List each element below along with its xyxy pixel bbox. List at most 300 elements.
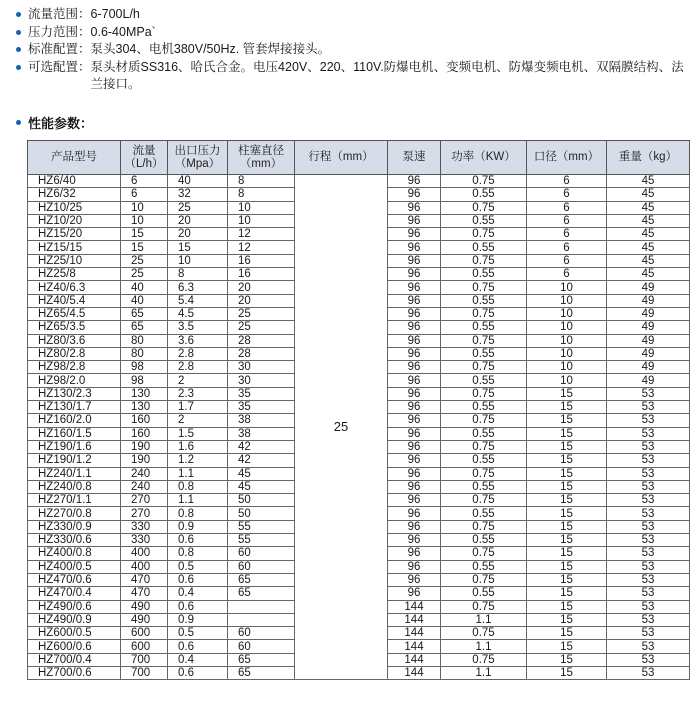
cell-power: 0.75 [441,547,527,560]
cell-caliber: 10 [527,347,607,360]
spec-label: 可选配置： [28,59,91,74]
spec-value: 0.6-40MPa` [90,24,156,39]
cell-model: HZ25/10 [28,254,121,267]
cell-model: HZ190/1.2 [28,454,121,467]
cell-power: 0.75 [441,361,527,374]
cell-model: HZ190/1.6 [28,440,121,453]
cell-flow: 240 [121,467,168,480]
cell-dia: 55 [228,534,295,547]
cell-dia: 20 [228,281,295,294]
cell-model: HZ160/1.5 [28,427,121,440]
cell-press: 1.6 [168,440,228,453]
cell-speed: 144 [388,653,441,666]
cell-weight: 53 [607,627,690,640]
cell-press: 0.9 [168,520,228,533]
cell-speed: 96 [388,467,441,480]
cell-press: 0.6 [168,573,228,586]
cell-flow: 700 [121,666,168,679]
cell-model: HZ330/0.9 [28,520,121,533]
header-pressure: 出口压力（Mpa） [168,141,228,175]
cell-speed: 96 [388,241,441,254]
cell-press: 0.8 [168,547,228,560]
cell-flow: 270 [121,507,168,520]
cell-power: 1.1 [441,666,527,679]
cell-weight: 49 [607,294,690,307]
cell-flow: 6 [121,175,168,188]
cell-power: 0.55 [441,294,527,307]
cell-speed: 96 [388,307,441,320]
cell-power: 1.1 [441,613,527,626]
cell-model: HZ400/0.8 [28,547,121,560]
cell-power: 0.75 [441,627,527,640]
cell-press: 0.6 [168,640,228,653]
cell-speed: 96 [388,254,441,267]
cell-power: 0.75 [441,440,527,453]
cell-power: 0.55 [441,587,527,600]
cell-power: 0.55 [441,374,527,387]
cell-power: 0.75 [441,653,527,666]
cell-dia: 35 [228,401,295,414]
cell-speed: 96 [388,294,441,307]
cell-caliber: 15 [527,627,607,640]
cell-press: 15 [168,241,228,254]
cell-speed: 96 [388,560,441,573]
cell-speed: 144 [388,600,441,613]
cell-press: 0.5 [168,560,228,573]
cell-power: 0.75 [441,254,527,267]
cell-model: HZ270/0.8 [28,507,121,520]
cell-speed: 96 [388,440,441,453]
cell-power: 0.55 [441,268,527,281]
cell-press: 4.5 [168,307,228,320]
cell-caliber: 10 [527,294,607,307]
cell-model: HZ330/0.6 [28,534,121,547]
cell-model: HZ40/6.3 [28,281,121,294]
spec-optional-config [8,59,688,94]
bullet-icon [8,59,28,70]
cell-weight: 53 [607,666,690,679]
cell-press: 2 [168,374,228,387]
cell-flow: 400 [121,547,168,560]
cell-press: 40 [168,175,228,188]
cell-flow: 25 [121,254,168,267]
cell-press: 3.6 [168,334,228,347]
cell-speed: 96 [388,214,441,227]
cell-dia: 42 [228,454,295,467]
cell-flow: 80 [121,334,168,347]
cell-speed: 96 [388,175,441,188]
cell-model: HZ130/2.3 [28,387,121,400]
cell-model: HZ490/0.9 [28,613,121,626]
cell-weight: 53 [607,440,690,453]
cell-press: 2.3 [168,387,228,400]
cell-power: 0.75 [441,281,527,294]
cell-dia: 50 [228,507,295,520]
cell-flow: 330 [121,534,168,547]
cell-caliber: 15 [527,573,607,586]
cell-weight: 53 [607,427,690,440]
cell-power: 0.55 [441,321,527,334]
cell-press: 1.5 [168,427,228,440]
cell-press: 0.9 [168,613,228,626]
cell-dia: 42 [228,440,295,453]
cell-power: 0.55 [441,534,527,547]
cell-power: 0.75 [441,307,527,320]
bullet-icon [8,41,28,52]
cell-weight: 53 [607,480,690,493]
spec-label: 标准配置： [28,42,91,56]
cell-caliber: 6 [527,228,607,241]
cell-dia: 45 [228,480,295,493]
header-pump-speed: 泵速 [388,141,441,175]
header-weight: 重量（kg） [607,141,690,175]
cell-model: HZ600/0.5 [28,627,121,640]
bullet-icon [8,6,28,17]
cell-caliber: 15 [527,666,607,679]
cell-caliber: 15 [527,387,607,400]
cell-dia: 20 [228,294,295,307]
cell-power: 0.55 [441,401,527,414]
cell-model: HZ240/0.8 [28,480,121,493]
cell-power: 0.75 [441,334,527,347]
cell-weight: 45 [607,201,690,214]
cell-power: 0.75 [441,175,527,188]
cell-flow: 40 [121,294,168,307]
cell-press: 1.7 [168,401,228,414]
cell-flow: 6 [121,188,168,201]
cell-caliber: 15 [527,600,607,613]
cell-dia: 60 [228,627,295,640]
cell-caliber: 15 [527,401,607,414]
cell-model: HZ15/15 [28,241,121,254]
cell-flow: 15 [121,241,168,254]
cell-press: 0.8 [168,507,228,520]
cell-power: 0.55 [441,454,527,467]
cell-speed: 144 [388,613,441,626]
cell-speed: 96 [388,188,441,201]
cell-dia: 10 [228,214,295,227]
cell-speed: 96 [388,427,441,440]
cell-weight: 49 [607,374,690,387]
cell-caliber: 15 [527,613,607,626]
cell-caliber: 6 [527,268,607,281]
cell-flow: 270 [121,494,168,507]
spec-value: 泵头304、电机380V/50Hz. 管套焊接接头。 [90,42,331,56]
header-stroke: 行程（mm） [295,141,388,175]
cell-speed: 96 [388,228,441,241]
cell-weight: 53 [607,401,690,414]
cell-dia [228,613,295,626]
cell-flow: 600 [121,627,168,640]
cell-power: 0.75 [441,600,527,613]
cell-weight: 53 [607,547,690,560]
cell-power: 1.1 [441,640,527,653]
cell-weight: 53 [607,560,690,573]
table-body [28,175,690,680]
cell-power: 0.55 [441,241,527,254]
cell-weight: 53 [607,534,690,547]
cell-flow: 470 [121,573,168,586]
header-flow: 流量（L/h） [121,141,168,175]
cell-dia: 16 [228,268,295,281]
cell-speed: 144 [388,640,441,653]
cell-model: HZ65/3.5 [28,321,121,334]
cell-caliber: 6 [527,175,607,188]
cell-press: 1.1 [168,494,228,507]
cell-speed: 96 [388,334,441,347]
cell-power: 0.55 [441,560,527,573]
cell-flow: 25 [121,268,168,281]
cell-dia: 30 [228,374,295,387]
cell-flow: 600 [121,640,168,653]
cell-flow: 130 [121,387,168,400]
cell-dia: 10 [228,201,295,214]
cell-model: HZ490/0.6 [28,600,121,613]
cell-speed: 96 [388,374,441,387]
cell-flow: 80 [121,347,168,360]
header-plunger-diameter: 柱塞直径（mm） [228,141,295,175]
cell-caliber: 6 [527,201,607,214]
cell-press: 0.4 [168,587,228,600]
cell-dia: 35 [228,387,295,400]
cell-caliber: 10 [527,361,607,374]
cell-flow: 400 [121,560,168,573]
cell-caliber: 6 [527,214,607,227]
cell-flow: 98 [121,374,168,387]
cell-model: HZ40/5.4 [28,294,121,307]
cell-flow: 470 [121,587,168,600]
cell-flow: 160 [121,427,168,440]
cell-weight: 53 [607,640,690,653]
cell-caliber: 15 [527,560,607,573]
cell-dia: 65 [228,653,295,666]
cell-power: 0.75 [441,201,527,214]
cell-speed: 96 [388,268,441,281]
cell-caliber: 15 [527,427,607,440]
cell-caliber: 15 [527,520,607,533]
cell-speed: 96 [388,414,441,427]
cell-caliber: 15 [527,587,607,600]
cell-speed: 144 [388,627,441,640]
bullet-icon [8,120,28,125]
cell-model: HZ98/2.0 [28,374,121,387]
cell-weight: 53 [607,573,690,586]
cell-flow: 15 [121,228,168,241]
cell-model: HZ10/20 [28,214,121,227]
cell-flow: 10 [121,201,168,214]
cell-flow: 490 [121,613,168,626]
cell-speed: 144 [388,666,441,679]
cell-power: 0.55 [441,427,527,440]
cell-caliber: 15 [527,653,607,666]
cell-caliber: 10 [527,374,607,387]
cell-power: 0.75 [441,228,527,241]
cell-caliber: 15 [527,454,607,467]
cell-flow: 65 [121,321,168,334]
cell-caliber: 15 [527,440,607,453]
cell-press: 0.8 [168,480,228,493]
cell-model: HZ600/0.6 [28,640,121,653]
cell-weight: 49 [607,321,690,334]
cell-model: HZ98/2.8 [28,361,121,374]
cell-power: 0.75 [441,414,527,427]
cell-dia: 25 [228,321,295,334]
cell-dia: 38 [228,414,295,427]
cell-press: 2.8 [168,347,228,360]
cell-caliber: 15 [527,507,607,520]
cell-speed: 96 [388,587,441,600]
cell-flow: 240 [121,480,168,493]
cell-speed: 96 [388,387,441,400]
cell-press: 20 [168,228,228,241]
cell-dia: 60 [228,547,295,560]
cell-caliber: 15 [527,414,607,427]
cell-model: HZ470/0.6 [28,573,121,586]
cell-model: HZ240/1.1 [28,467,121,480]
cell-model: HZ700/0.6 [28,666,121,679]
cell-press: 2 [168,414,228,427]
cell-weight: 53 [607,587,690,600]
cell-flow: 10 [121,214,168,227]
cell-model: HZ80/2.8 [28,347,121,360]
cell-dia: 60 [228,560,295,573]
cell-flow: 160 [121,414,168,427]
cell-model: HZ15/20 [28,228,121,241]
cell-caliber: 6 [527,241,607,254]
cell-speed: 96 [388,573,441,586]
cell-weight: 53 [607,600,690,613]
cell-speed: 96 [388,401,441,414]
cell-press: 6.3 [168,281,228,294]
cell-press: 25 [168,201,228,214]
cell-speed: 96 [388,281,441,294]
performance-title-text: 性能参数： [28,116,94,131]
cell-speed: 96 [388,534,441,547]
cell-press: 20 [168,214,228,227]
cell-power: 0.55 [441,480,527,493]
cell-press: 2.8 [168,361,228,374]
spec-value: 6-700L/h [90,7,140,21]
cell-weight: 49 [607,281,690,294]
cell-weight: 49 [607,347,690,360]
cell-weight: 49 [607,361,690,374]
cell-speed: 96 [388,454,441,467]
table-header-row [28,141,690,175]
cell-dia: 65 [228,666,295,679]
cell-press: 32 [168,188,228,201]
cell-flow: 490 [121,600,168,613]
bullet-icon [8,24,28,35]
cell-weight: 53 [607,507,690,520]
cell-weight: 45 [607,241,690,254]
cell-weight: 45 [607,268,690,281]
spec-flow-range [8,6,688,24]
cell-caliber: 15 [527,494,607,507]
cell-power: 0.75 [441,573,527,586]
cell-model: HZ25/8 [28,268,121,281]
cell-caliber: 15 [527,547,607,560]
cell-dia: 12 [228,241,295,254]
cell-press: 0.6 [168,666,228,679]
cell-caliber: 10 [527,321,607,334]
cell-power: 0.55 [441,188,527,201]
cell-weight: 45 [607,175,690,188]
cell-press: 1.1 [168,467,228,480]
cell-dia: 60 [228,640,295,653]
cell-flow: 190 [121,454,168,467]
spec-label: 压力范围： [28,24,91,39]
cell-power: 0.75 [441,520,527,533]
cell-flow: 330 [121,520,168,533]
header-power: 功率（KW） [441,141,527,175]
cell-speed: 96 [388,201,441,214]
cell-weight: 45 [607,188,690,201]
performance-title [8,113,93,132]
cell-caliber: 10 [527,334,607,347]
cell-dia: 30 [228,361,295,374]
cell-speed: 96 [388,547,441,560]
cell-flow: 65 [121,307,168,320]
cell-caliber: 10 [527,307,607,320]
cell-model: HZ160/2.0 [28,414,121,427]
cell-model: HZ700/0.4 [28,653,121,666]
cell-dia: 8 [228,175,295,188]
cell-model: HZ6/32 [28,188,121,201]
cell-press: 1.2 [168,454,228,467]
cell-speed: 96 [388,480,441,493]
cell-model: HZ130/1.7 [28,401,121,414]
cell-weight: 53 [607,653,690,666]
cell-caliber: 15 [527,534,607,547]
cell-press: 0.4 [168,653,228,666]
cell-caliber: 15 [527,640,607,653]
cell-press: 0.5 [168,627,228,640]
cell-dia [228,600,295,613]
cell-weight: 49 [607,307,690,320]
cell-dia: 8 [228,188,295,201]
cell-dia: 28 [228,334,295,347]
cell-press: 8 [168,268,228,281]
spec-list [8,6,688,94]
cell-weight: 45 [607,214,690,227]
cell-flow: 190 [121,440,168,453]
cell-model: HZ65/4.5 [28,307,121,320]
cell-speed: 96 [388,347,441,360]
table-row [28,175,690,188]
cell-model: HZ6/40 [28,175,121,188]
cell-caliber: 6 [527,254,607,267]
cell-flow: 130 [121,401,168,414]
cell-dia: 45 [228,467,295,480]
cell-model: HZ270/1.1 [28,494,121,507]
cell-speed: 96 [388,494,441,507]
cell-caliber: 6 [527,188,607,201]
cell-speed: 96 [388,507,441,520]
cell-dia: 65 [228,587,295,600]
spec-value: 泵头材质SS316、哈氏合金。电压420V、220、110V.防爆电机、变频电机、防爆变频电机、双隔膜结构、法兰接口。 [90,59,684,91]
spec-label: 流量范围： [28,7,91,21]
cell-power: 0.75 [441,387,527,400]
cell-weight: 53 [607,520,690,533]
cell-model: HZ400/0.5 [28,560,121,573]
cell-speed: 96 [388,321,441,334]
cell-weight: 53 [607,494,690,507]
header-model: 产品型号 [28,141,121,175]
cell-weight: 53 [607,454,690,467]
cell-dia: 50 [228,494,295,507]
cell-weight: 53 [607,467,690,480]
cell-model: HZ80/3.6 [28,334,121,347]
